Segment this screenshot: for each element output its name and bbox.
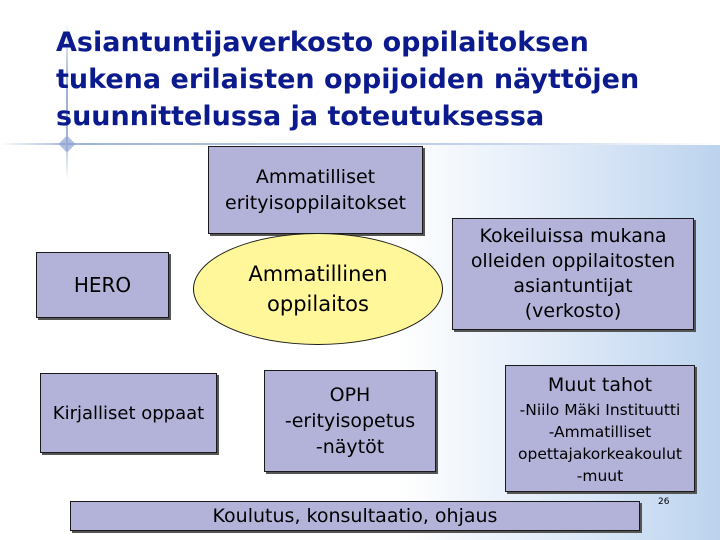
node-kirjalliset-oppaat <box>40 373 217 453</box>
node-kokeiluissa-line-2: olleiden oppilaitosten <box>470 250 676 272</box>
title-line-3: suunnittelussa ja toteutuksessa <box>56 101 545 132</box>
title-line-1: Asiantuntijaverkosto oppilaitoksen <box>56 27 589 58</box>
node-center-line-1: Ammatillinen <box>248 262 388 286</box>
node-muut-line-2: -Ammatilliset <box>548 423 652 441</box>
node-hero-label: HERO <box>73 273 132 297</box>
node-muut-line-1: -Niilo Mäki Instituutti <box>519 401 681 419</box>
node-kokeiluissa-line-1: Kokeiluissa mukana <box>479 225 667 247</box>
node-center-ammatillinen-oppilaitos <box>193 233 443 345</box>
slide-title <box>56 24 696 135</box>
node-kokeiluissa-line-3: asiantuntijat <box>513 275 633 297</box>
title-line-2: tukena erilaisten oppijoiden näyttöjen <box>56 64 640 95</box>
node-kokeiluissa <box>452 218 694 330</box>
slide-number: 26 <box>658 497 670 507</box>
node-erityisoppilaitokset <box>208 146 423 234</box>
node-muut-heading: Muut tahot <box>547 374 653 396</box>
node-oph-line-3: -näytöt <box>315 436 385 458</box>
node-oph-line-1: OPH <box>329 384 371 406</box>
node-muut-line-3: opettajakorkeakoulut <box>518 445 682 463</box>
node-center-line-2: oppilaitos <box>267 292 369 316</box>
node-oph-line-2: -erityisopetus <box>284 410 416 432</box>
decorative-horizontal-rule <box>0 143 720 145</box>
node-hero <box>36 252 169 318</box>
node-koulutus-label: Koulutus, konsultaatio, ohjaus <box>212 505 498 527</box>
node-erityisoppilaitokset-line-2: erityisoppilaitokset <box>225 192 406 214</box>
node-muut-tahot <box>505 365 695 492</box>
node-kokeiluissa-line-4: (verkosto) <box>524 300 622 322</box>
node-kirjalliset-label: Kirjalliset oppaat <box>52 402 205 424</box>
node-erityisoppilaitokset-line-1: Ammatilliset <box>255 166 376 188</box>
node-muut-line-4: -muut <box>576 467 624 485</box>
node-koulutus <box>70 501 640 531</box>
node-oph <box>264 370 436 472</box>
